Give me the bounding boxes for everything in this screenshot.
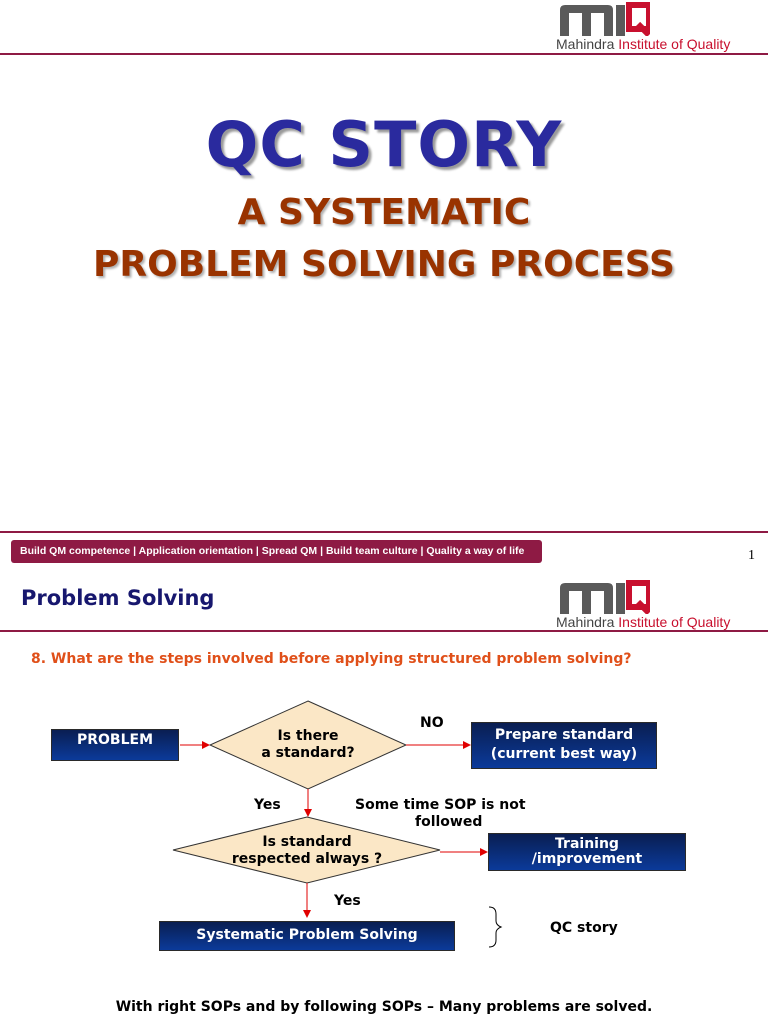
footer-statement: With right SOPs and by following SOPs – Many problems are solved. — [115, 999, 653, 1015]
tagline-bar: Build QM competence | Application orientation | Spread QM | Build team culture | Quality a way of life — [11, 540, 542, 563]
training-line2: /improvement — [531, 851, 643, 867]
miq-logo-mark — [558, 578, 650, 614]
problem-box — [51, 729, 179, 761]
slide-title: QC STORY — [205, 108, 563, 181]
logo-text-institute: Institute of Quality — [618, 36, 731, 52]
no-label: NO — [420, 715, 444, 731]
header-rule-bottom — [0, 630, 768, 632]
logo-text-mahindra: Mahindra — [556, 36, 615, 52]
prepare-line2: (current best way) — [490, 746, 638, 762]
yes-label-1: Yes — [254, 797, 281, 813]
curly-brace — [489, 907, 501, 947]
prepare-line1: Prepare standard — [494, 727, 634, 743]
decision2-line2: respected always ? — [231, 851, 383, 867]
question-text: 8. What are the steps involved before applying structured problem solving? — [31, 651, 632, 667]
decision2-text — [212, 834, 402, 868]
systematic-problem-solving-box — [159, 921, 455, 951]
slide-subtitle-line1: A SYSTEMATIC — [237, 192, 531, 233]
sop-line1: Some time SOP is not — [355, 797, 526, 813]
miq-logo-text — [556, 614, 730, 630]
header-rule-top — [0, 53, 768, 55]
decision1-text — [232, 728, 384, 762]
decision2-line1: Is standard — [262, 834, 352, 850]
decision1-line2: a standard? — [261, 745, 355, 761]
footer-rule — [0, 531, 768, 533]
miq-logo-text — [556, 36, 730, 52]
miq-logo-mark — [558, 0, 650, 36]
logo-text-mahindra: Mahindra — [556, 614, 615, 630]
section-title: Problem Solving — [21, 586, 215, 610]
miq-mark-icon — [558, 2, 650, 36]
sop-note — [355, 797, 545, 831]
training-box — [488, 833, 686, 871]
logo-text-institute: Institute of Quality — [618, 614, 731, 630]
training-line1: Training — [555, 836, 619, 852]
systematic-label: Systematic Problem Solving — [196, 927, 418, 943]
problem-label: PROBLEM — [76, 732, 154, 748]
miq-logo-bottom — [556, 578, 766, 632]
page-number: 1 — [748, 548, 755, 563]
qc-story-label: QC story — [550, 920, 618, 936]
prepare-standard-box — [471, 722, 657, 769]
sop-line2: followed — [415, 814, 483, 830]
slide-subtitle-line2: PROBLEM SOLVING PROCESS — [93, 244, 675, 285]
yes-label-2: Yes — [334, 893, 361, 909]
miq-logo-top — [556, 0, 766, 54]
decision1-line1: Is there — [277, 728, 339, 744]
miq-mark-icon — [558, 580, 650, 614]
